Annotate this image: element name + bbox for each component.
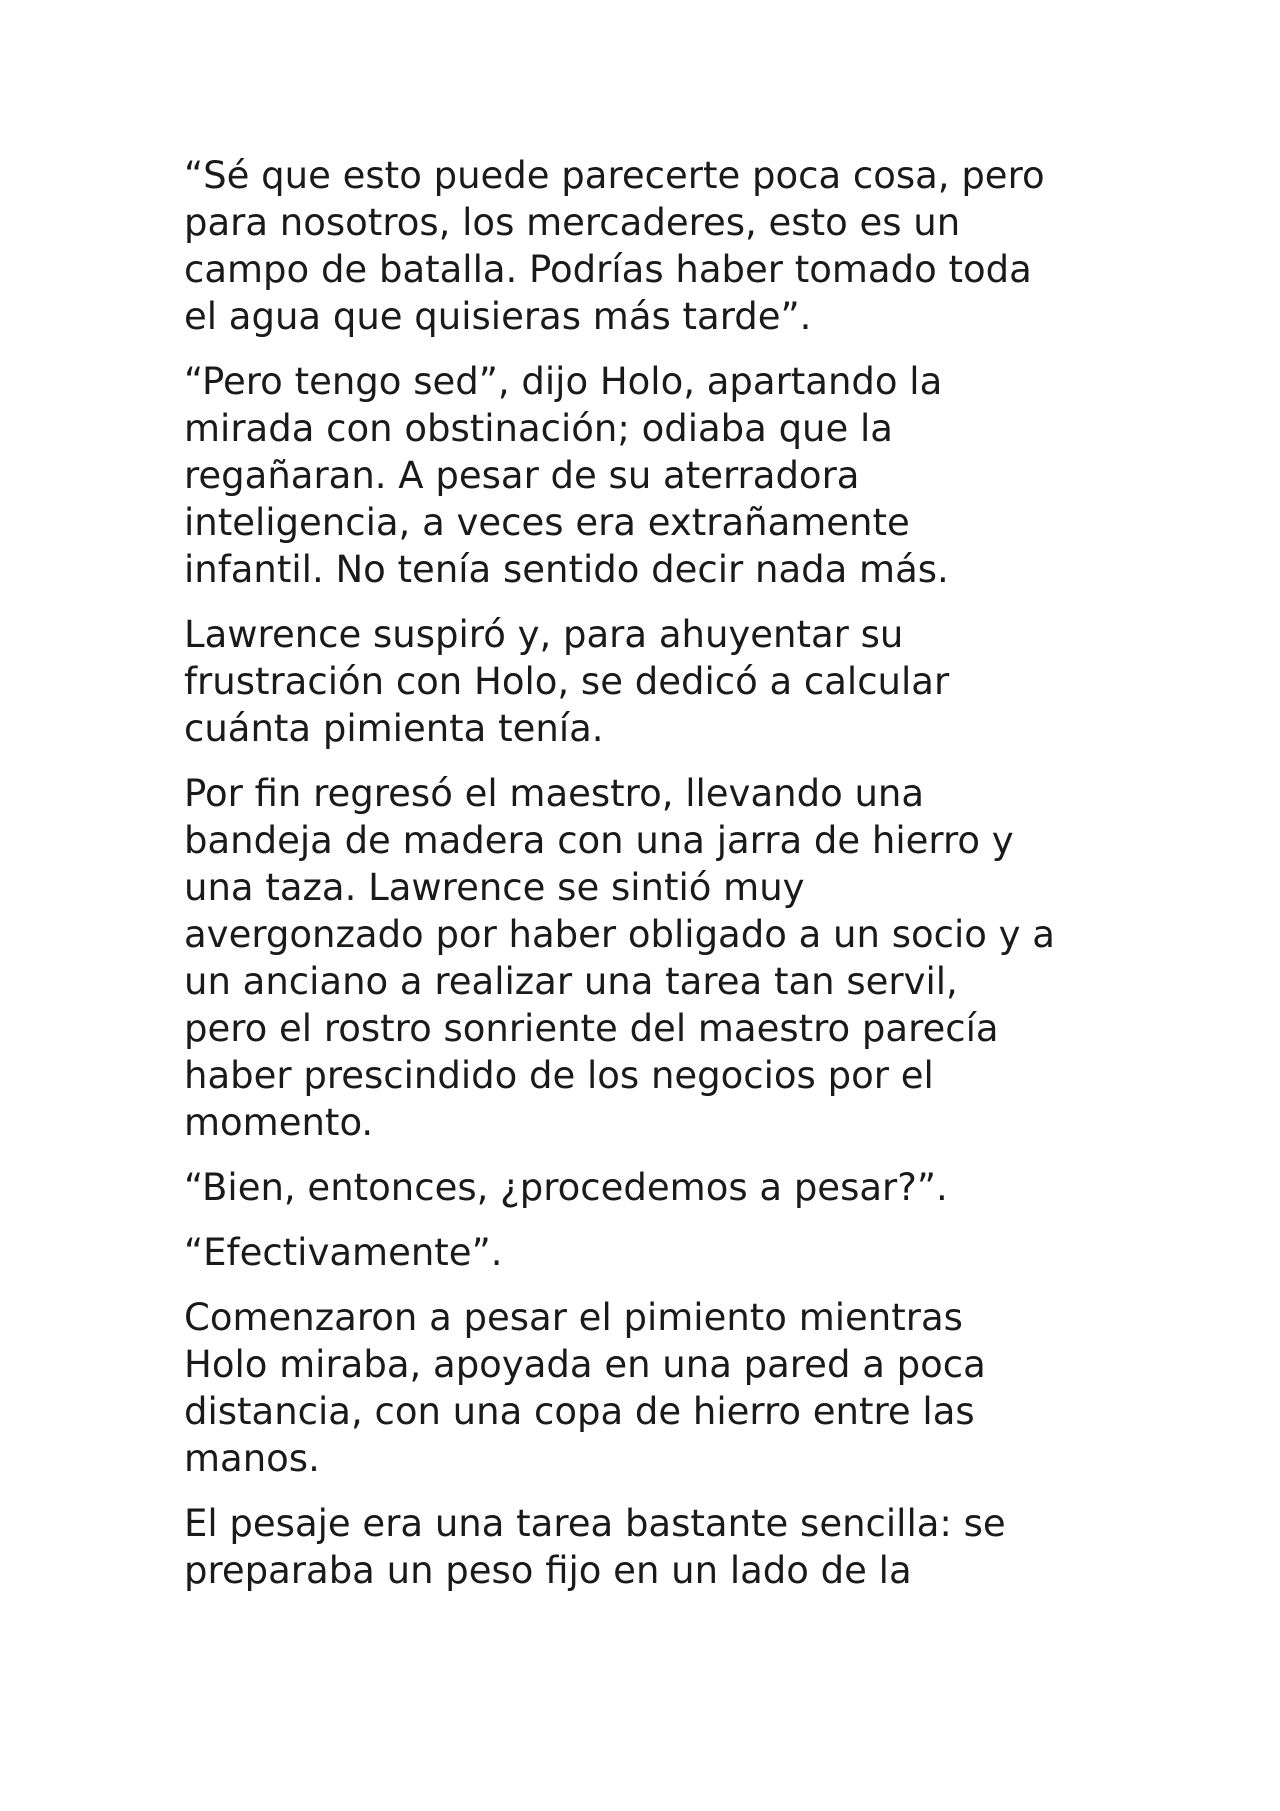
paragraph xyxy=(184,152,1124,340)
text-line: momento. xyxy=(184,1101,374,1144)
text-line: “Bien, entonces, ¿procedemos a pesar?”. xyxy=(184,1166,948,1209)
text-line: Por fin regresó el maestro, llevando una xyxy=(184,772,925,815)
paragraph xyxy=(184,611,1124,752)
text-line: frustración con Holo, se dedicó a calcular xyxy=(184,660,950,703)
text-line: pero el rostro sonriente del maestro parecía xyxy=(184,1007,999,1050)
text-line: bandeja de madera con una jarra de hierro y xyxy=(184,819,1014,862)
text-line: regañaran. A pesar de su aterradora xyxy=(184,454,860,497)
paragraph xyxy=(184,770,1124,1146)
text-line: campo de batalla. Podrías haber tomado toda xyxy=(184,248,1032,291)
paragraph xyxy=(184,358,1124,593)
text-line: infantil. No tenía sentido decir nada más. xyxy=(184,548,949,591)
text-line: una taza. Lawrence se sintió muy xyxy=(184,866,805,909)
text-line: El pesaje era una tarea bastante sencilla: se xyxy=(184,1502,1006,1545)
text-line: un anciano a realizar una tarea tan servil, xyxy=(184,960,958,1003)
text-line: preparaba un peso fijo en un lado de la xyxy=(184,1549,912,1592)
text-line: “Efectivamente”. xyxy=(184,1231,503,1274)
page-text xyxy=(184,152,1124,1612)
paragraph xyxy=(184,1164,1124,1211)
text-line: manos. xyxy=(184,1437,320,1480)
text-line: “Pero tengo sed”, dijo Holo, apartando la xyxy=(184,360,943,403)
text-line: distancia, con una copa de hierro entre las xyxy=(184,1390,975,1433)
text-line: Comenzaron a pesar el pimiento mientras xyxy=(184,1296,963,1339)
paragraph xyxy=(184,1500,1124,1594)
paragraph xyxy=(184,1229,1124,1276)
text-line: inteligencia, a veces era extrañamente xyxy=(184,501,910,544)
text-line: Lawrence suspiró y, para ahuyentar su xyxy=(184,613,904,656)
text-line: haber prescindido de los negocios por el xyxy=(184,1054,934,1097)
text-line: mirada con obstinación; odiaba que la xyxy=(184,407,893,450)
text-line: cuánta pimienta tenía. xyxy=(184,707,604,750)
paragraph xyxy=(184,1294,1124,1482)
text-line: avergonzado por haber obligado a un socio y a xyxy=(184,913,1055,956)
text-line: el agua que quisieras más tarde”. xyxy=(184,295,812,338)
text-line: “Sé que esto puede parecerte poca cosa, pero xyxy=(184,154,1045,197)
text-line: Holo miraba, apoyada en una pared a poca xyxy=(184,1343,986,1386)
text-line: para nosotros, los mercaderes, esto es un xyxy=(184,201,961,244)
